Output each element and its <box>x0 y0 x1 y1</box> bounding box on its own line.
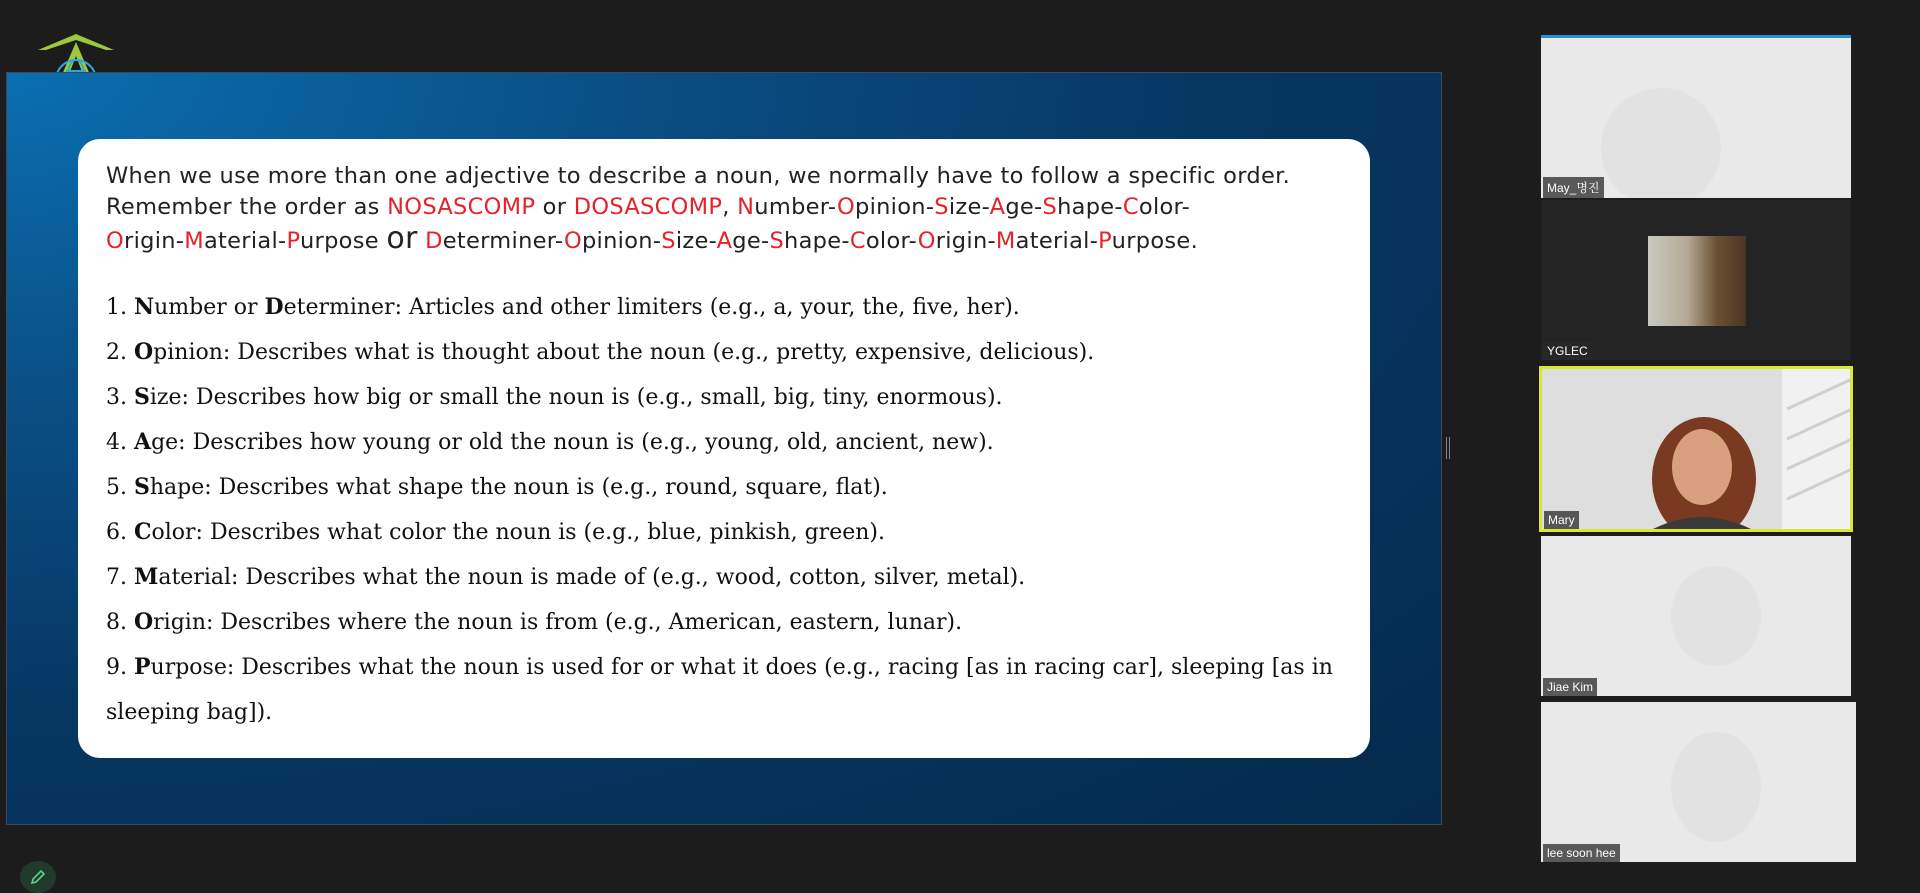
list-item: 4. Age: Describes how young or old the noun is (e.g., young, old, ancient, new). <box>106 429 994 455</box>
participant-tile[interactable] <box>1541 200 1851 360</box>
acronym-dosascomp: DOSASCOMP <box>573 194 723 220</box>
participant-tile-active-speaker[interactable] <box>1539 366 1853 532</box>
list-item: 6. Color: Describes what color the noun is (e.g., blue, pinkish, green). <box>106 519 885 545</box>
shared-slide <box>6 72 1442 825</box>
participant-tile[interactable] <box>1541 35 1851 198</box>
list-item: 2. Opinion: Describes what is thought about the noun (e.g., pretty, expensive, delicious). <box>106 339 1095 365</box>
participant-name: Jiae Kim <box>1543 678 1597 696</box>
list-item: 9. Purpose: Describes what the noun is used for or what it does (e.g., racing [as in racing car], sleeping [as in sleeping bag]). <box>106 654 1333 725</box>
annotate-button[interactable] <box>20 861 56 893</box>
acronym-nosascomp: NOSASCOMP <box>387 194 536 220</box>
panel-resize-handle[interactable] <box>1446 437 1450 459</box>
participant-name: YGLEC <box>1543 342 1592 360</box>
participant-tile[interactable] <box>1541 536 1851 696</box>
intro-line-1: When we use more than one adjective to describe a noun, we normally have to follow a specific order. <box>106 163 1291 189</box>
list-item: 3. Size: Describes how big or small the noun is (e.g., small, big, tiny, enormous). <box>106 384 1003 410</box>
list-item: 7. Material: Describes what the noun is made of (e.g., wood, cotton, silver, metal). <box>106 564 1026 590</box>
pencil-icon <box>30 869 46 885</box>
intro-line-2: Remember the order as NOSASCOMP or DOSASCOMP, Number-Opinion-Size-Age-Shape-Color- <box>106 194 1191 220</box>
participant-avatar <box>1648 236 1746 326</box>
participant-name: Mary <box>1544 511 1579 529</box>
participant-video <box>1542 369 1853 532</box>
adjective-order-list <box>106 285 1356 725</box>
slide-intro <box>106 161 1356 257</box>
list-item: 5. Shape: Describes what shape the noun is (e.g., round, square, flat). <box>106 474 888 500</box>
intro-line-3: Origin-Material-Purpose or Determiner-Opinion-Size-Age-Shape-Color-Origin-Material-Purpose. <box>106 221 1199 256</box>
participant-name: May_명진 <box>1543 177 1604 198</box>
participant-name: lee soon hee <box>1543 844 1620 862</box>
list-item: 1. Number or Determiner: Articles and other limiters (e.g., a, your, the, five, her). <box>106 294 1020 320</box>
list-item: 8. Origin: Describes where the noun is from (e.g., American, eastern, lunar). <box>106 609 963 635</box>
slide-card <box>78 139 1370 758</box>
participant-tile[interactable] <box>1541 702 1856 862</box>
